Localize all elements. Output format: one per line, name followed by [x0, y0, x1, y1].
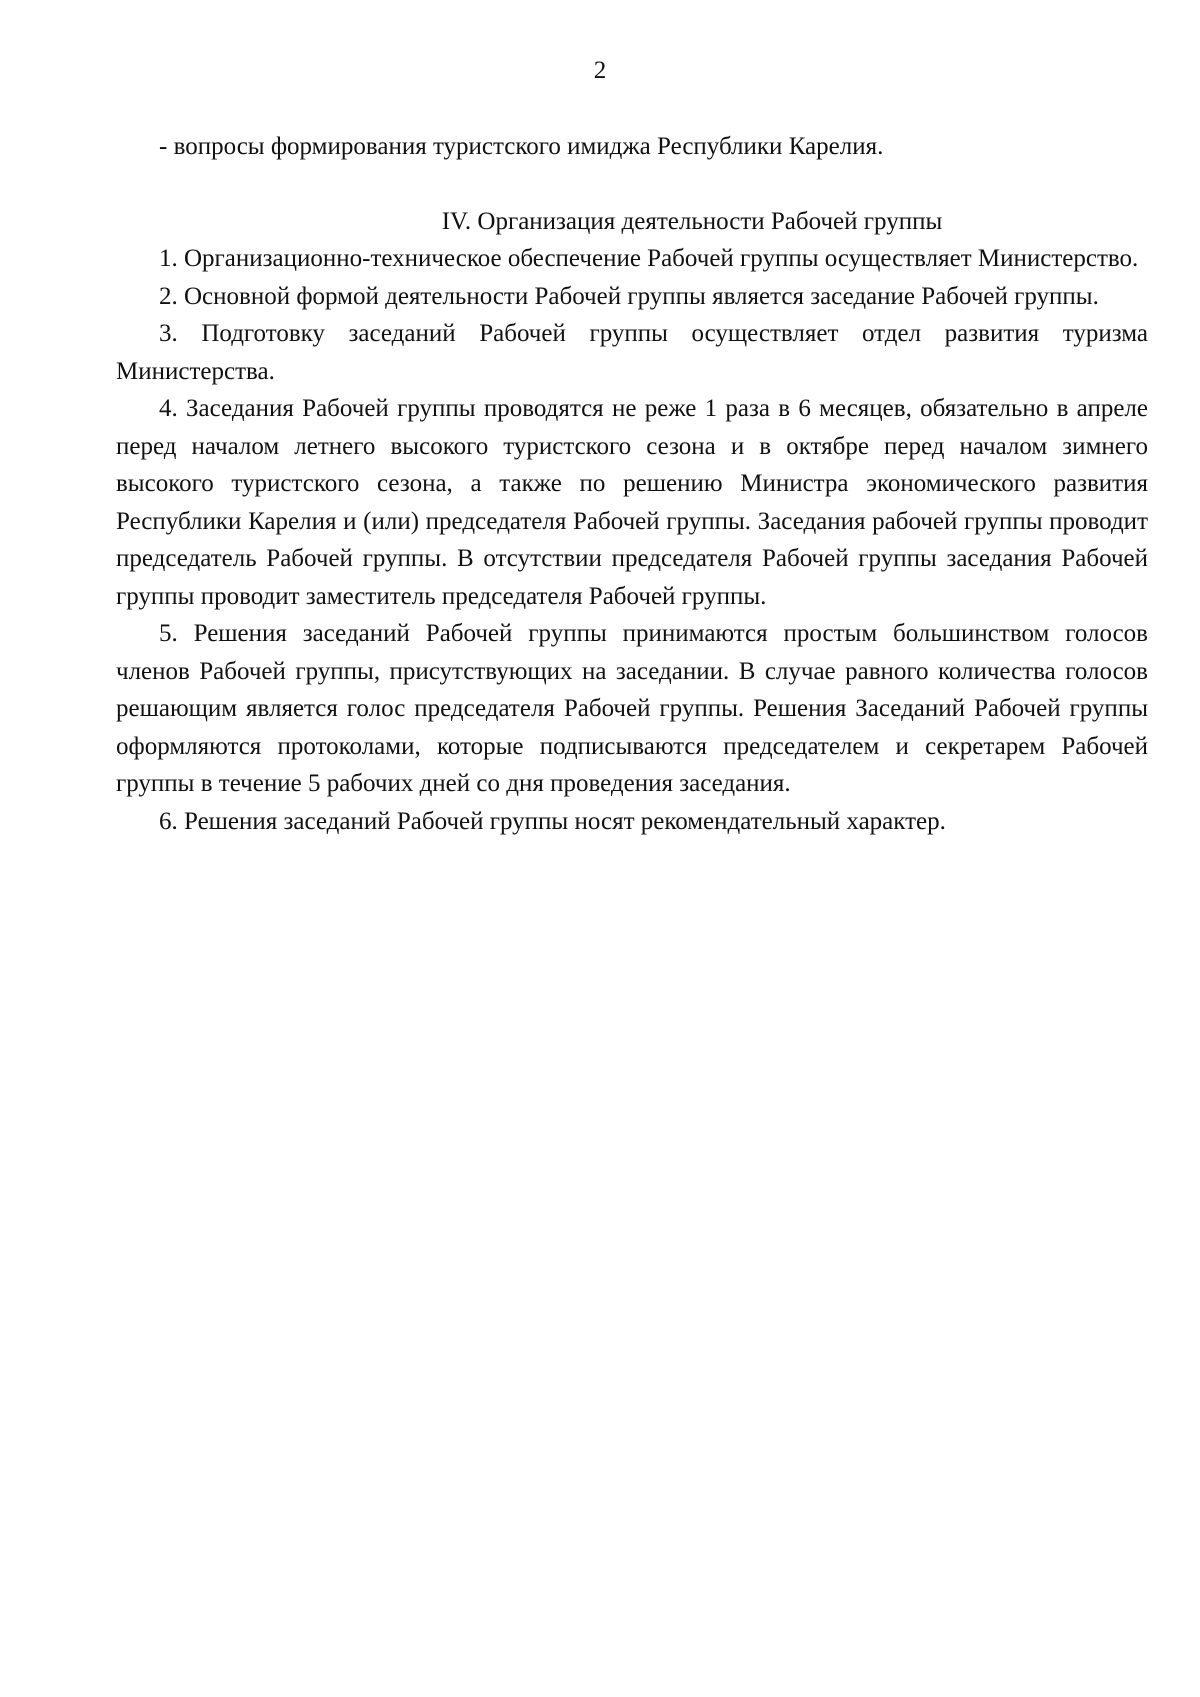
document-body: [116, 128, 1148, 840]
paragraph-1: 1. Организационно-техническое обеспечение Рабочей группы осуществляет Министерство.: [159, 245, 1139, 272]
paragraph-4: 4. Заседания Рабочей группы проводятся не реже 1 раза в 6 месяцев, обязательно в апреле перед началом летнего высокого туристского сезона и в октябре перед началом зимнего высокого туристского сезона, а также по решению Министра экономического развития Республики Карелия и (или) председателя Рабочей группы. Заседания рабочей группы проводит председатель Рабочей группы. В отсутствии председателя Рабочей группы заседания Рабочей группы проводит заместитель председателя Рабочей группы.: [116, 395, 1148, 610]
spacer: [116, 166, 1148, 203]
paragraph-2: 2. Основной формой деятельности Рабочей группы является заседание Рабочей группы.: [159, 282, 1099, 310]
paragraph-6: 6. Решения заседаний Рабочей группы носят рекомендательный характер.: [159, 807, 946, 835]
intro-list-item: - вопросы формирования туристского имиджа Республики Карелия.: [159, 133, 884, 160]
section-heading: IV. Организация деятельности Рабочей группы: [441, 207, 943, 235]
page-number: 2: [593, 57, 607, 84]
paragraph-5: 5. Решения заседаний Рабочей группы принимаются простым большинством голосов членов Рабочей группы, присутствующих на заседании. В случае равного количества голосов решающим является голос председателя Рабочей группы. Решения Заседаний Рабочей группы оформляются протоколами, которые подписываются председателем и секретарем Рабочей группы в течение 5 рабочих дней со дня проведения заседания.: [116, 620, 1148, 797]
paragraph-3: 3. Подготовку заседаний Рабочей группы осуществляет отдел развития туризма Министерства.: [116, 320, 1148, 385]
